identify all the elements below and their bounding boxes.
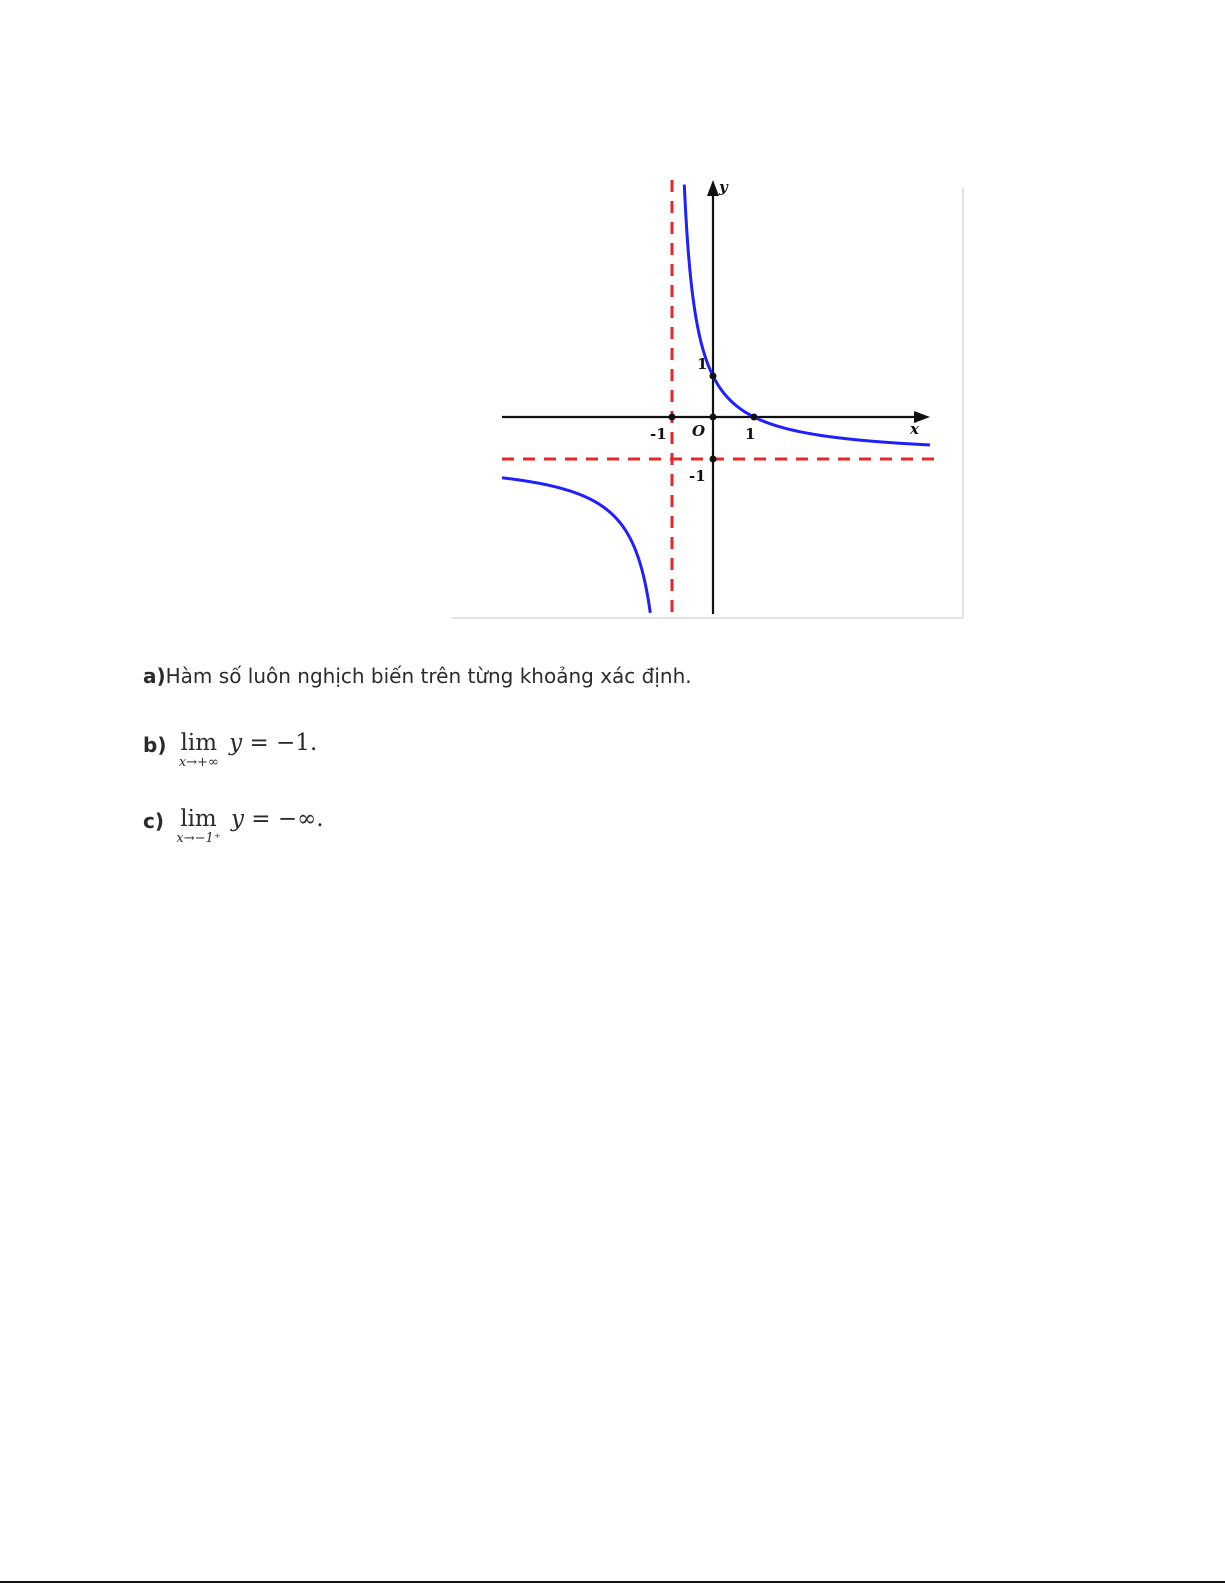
statement-a-tag: a) xyxy=(143,664,166,688)
tick-label-x-one: 1 xyxy=(745,425,756,443)
lim-subscript-b: x→+∞ xyxy=(178,755,219,770)
y-axis-label: y xyxy=(719,178,728,196)
statement-a xyxy=(143,664,692,688)
origin-label: O xyxy=(692,422,706,440)
lim-subscript-c: x→−1⁺ xyxy=(176,831,221,846)
y-axis-arrow-icon xyxy=(707,180,719,196)
limit-operator-c xyxy=(176,806,220,846)
limit-rhs-b: = −1. xyxy=(242,730,318,756)
lim-word-b: lim xyxy=(180,730,218,756)
statement-b xyxy=(143,730,317,770)
page-bottom-rule xyxy=(0,1581,1225,1583)
curve-left-branch xyxy=(502,478,650,613)
function-graph xyxy=(450,172,966,620)
limit-var-b: y xyxy=(229,730,243,756)
point-neg-one-on-y xyxy=(710,456,717,463)
tick-label-y-neg-one: -1 xyxy=(689,467,706,485)
point-origin xyxy=(710,414,717,421)
limit-rhs-c: = −∞. xyxy=(243,806,324,832)
tick-label-y-one: 1 xyxy=(697,355,708,373)
lim-word-c: lim xyxy=(180,806,217,832)
point-neg-one-on-x xyxy=(669,414,676,421)
limit-operator-b xyxy=(179,730,219,770)
point-one-on-y xyxy=(710,373,717,380)
limit-expression-b xyxy=(229,730,317,756)
statement-b-tag: b) xyxy=(143,733,167,757)
statement-c-tag: c) xyxy=(143,809,164,833)
tick-label-x-neg-one: -1 xyxy=(650,425,667,443)
point-one-on-x xyxy=(751,414,758,421)
limit-var-c: y xyxy=(230,806,244,832)
statement-c xyxy=(143,806,324,846)
statement-a-text: Hàm số luôn nghịch biến trên từng khoảng xác định. xyxy=(165,664,692,688)
limit-expression-c xyxy=(231,806,324,832)
x-axis-label: x xyxy=(910,420,919,438)
curve-right-branch xyxy=(684,185,930,445)
